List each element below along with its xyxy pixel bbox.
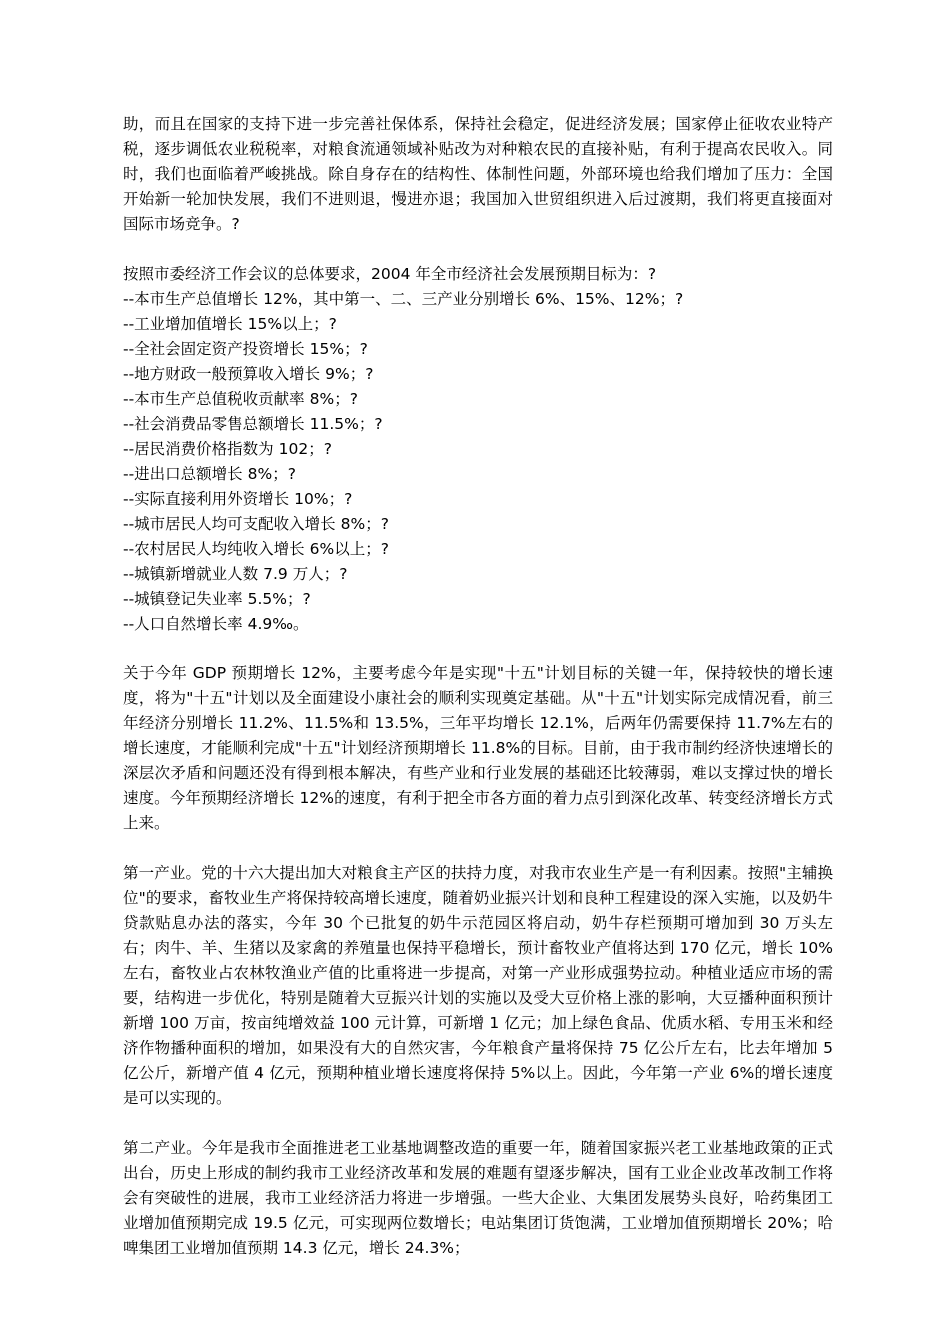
- targets-intro: 按照市委经济工作会议的总体要求，2004 年全市经济社会发展预期目标为：?: [123, 265, 657, 283]
- target-item-tax-contribution: --本市生产总值税收贡献率 8%；?: [123, 390, 358, 408]
- target-item-investment: --全社会固定资产投资增长 15%；?: [123, 340, 368, 358]
- target-item-trade: --进出口总额增长 8%；?: [123, 465, 296, 483]
- target-item-urban-income: --城市居民人均可支配收入增长 8%；?: [123, 515, 389, 533]
- target-item-cpi: --居民消费价格指数为 102；?: [123, 440, 332, 458]
- target-item-population: --人口自然增长率 4.9‰。: [123, 615, 309, 633]
- document-body: [123, 112, 833, 1286]
- target-item-employment: --城镇新增就业人数 7.9 万人；?: [123, 565, 348, 583]
- target-item-retail-sales: --社会消费品零售总额增长 11.5%；?: [123, 415, 383, 433]
- target-item-industry: --工业增加值增长 15%以上；?: [123, 315, 337, 333]
- paragraph-secondary-industry: 第二产业。今年是我市全面推进老工业基地调整改造的重要一年，随着国家振兴老工业基地政策的正式出台，历史上形成的制约我市工业经济改革和发展的难题有望逐步解决，国有工业企业改革改制工作将会有突破性的进展，我市工业经济活力将进一步增强。一些大企业、大集团发展势头良好，哈药集团工业增加值预期完成 19.5 亿元，可实现两位数增长；电站集团订货饱满，工业增加值预期增长 20%；哈啤集团工业增加值预期 14.3 亿元，增长 24.3%；: [123, 1139, 833, 1257]
- target-item-unemployment: --城镇登记失业率 5.5%；?: [123, 590, 311, 608]
- paragraph-social-security: 助，而且在国家的支持下进一步完善社保体系，保持社会稳定，促进经济发展；国家停止征收农业特产税，逐步调低农业税税率，对粮食流通领域补贴改为对种粮农民的直接补贴，有利于提高农民收入。同时，我们也面临着严峻挑战。除自身存在的结构性、体制性问题，外部环境也给我们增加了压力：全国开始新一轮加快发展，我们不进则退，慢进亦退；我国加入世贸组织进入后过渡期，我们将更直接面对国际市场竞争。?: [123, 115, 833, 233]
- target-item-fdi: --实际直接利用外资增长 10%；?: [123, 490, 353, 508]
- target-item-fiscal-revenue: --地方财政一般预算收入增长 9%；?: [123, 365, 374, 383]
- paragraph-gdp: 关于今年 GDP 预期增长 12%，主要考虑今年是实现"十五"计划目标的关键一年，保持较快的增长速度，将为"十五"计划以及全面建设小康社会的顺利实现奠定基础。从"十五"计划实际完成情况看，前三年经济分别增长 11.2%、11.5%和 13.5%，三年平均增长 12.1%，后两年仍需要保持 11.7%左右的增长速度，才能顺利完成"十五"计划经济预期增长 11.8%的目标。目前，由于我市制约经济快速增长的深层次矛盾和问题还没有得到根本解决，有些产业和行业发展的基础还比较薄弱，难以支撑过快的增长速度。今年预期经济增长 12%的速度，有利于把全市各方面的着力点引到深化改革、转变经济增长方式上来。: [123, 664, 833, 832]
- target-item-rural-income: --农村居民人均纯收入增长 6%以上；?: [123, 540, 389, 558]
- targets-block: [123, 262, 833, 637]
- paragraph-primary-industry: 第一产业。党的十六大提出加大对粮食主产区的扶持力度，对我市农业生产是一有利因素。按照"主辅换位"的要求，畜牧业生产将保持较高增长速度，随着奶业振兴计划和良种工程建设的深入实施，以及奶牛贷款贴息办法的落实，今年 30 个已批复的奶牛示范园区将启动，奶牛存栏预期可增加到 30 万头左右；肉牛、羊、生猪以及家禽的养殖量也保持平稳增长，预计畜牧业产值将达到 170 亿元，增长 10%左右，畜牧业占农林牧渔业产值的比重将进一步提高，对第一产业形成强势拉动。种植业适应市场的需要，结构进一步优化，特别是随着大豆振兴计划的实施以及受大豆价格上涨的影响，大豆播种面积预计新增 100 万亩，按亩纯增效益 100 元计算，可新增 1 亿元；加上绿色食品、优质水稻、专用玉米和经济作物播种面积的增加，如果没有大的自然灾害，今年粮食产量将保持 75 亿公斤左右，比去年增加 5 亿公斤，新增产值 4 亿元，预期种植业增长速度将保持 5%以上。因此，今年第一产业 6%的增长速度是可以实现的。: [123, 864, 833, 1107]
- target-item-gdp: --本市生产总值增长 12%，其中第一、二、三产业分别增长 6%、15%、12%；?: [123, 290, 684, 308]
